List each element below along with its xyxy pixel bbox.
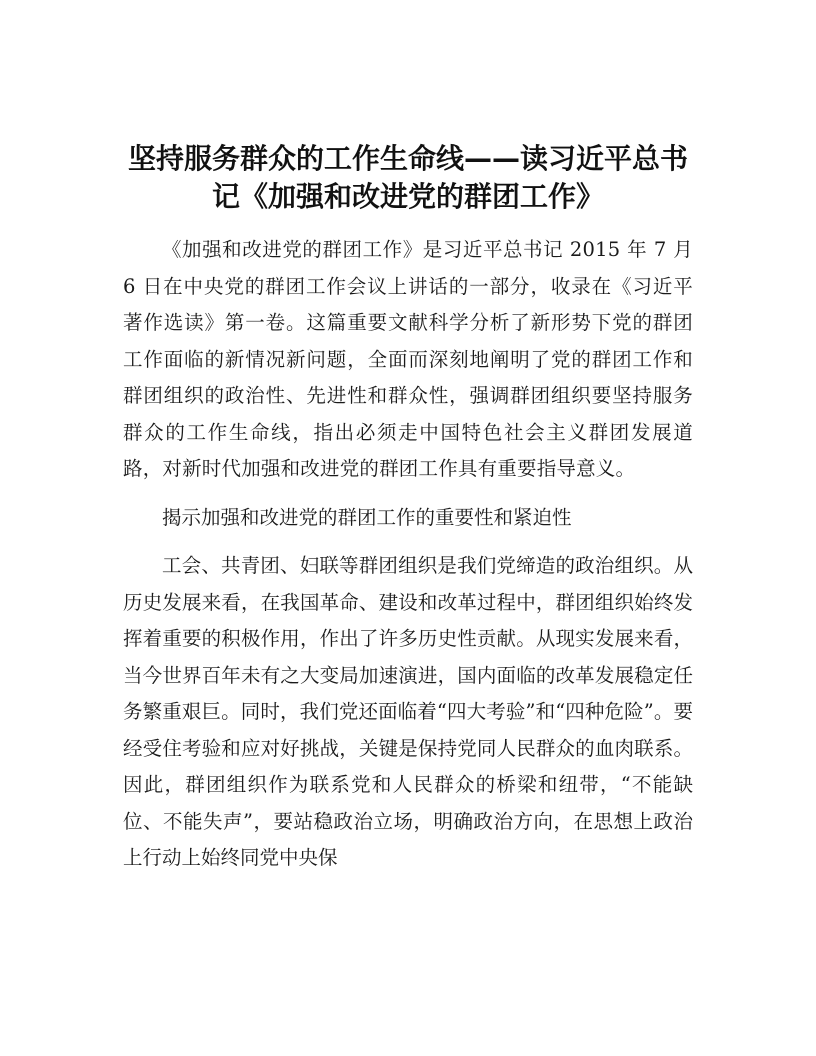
section-heading: 揭示加强和改进党的群团工作的重要性和紧迫性	[162, 505, 572, 529]
document-title	[100, 140, 716, 216]
intro-paragraph: 《加强和改进党的群团工作》是习近平总书记 2015 年 7 月 6 日在中央党的群团工作会议上讲话的一部分，收录在《习近平著作选读》第一卷。这篇重要文献科学分析了新形势下党的群团工作面临的新情况新问题，全面而深刻地阐明了党的群团工作和群团组织的政治性、先进性和群众性，强调群团组织要坚持服务群众的工作生命线，指出必须走中国特色社会主义群团发展道路，对新时代加强和改进党的群团工作具有重要指导意义。	[123, 238, 693, 480]
document-body	[123, 232, 693, 877]
title-line-2: 记《加强和改进党的群团工作》	[211, 180, 604, 213]
body-paragraph: 工会、共青团、妇联等群团组织是我们党缔造的政治组织。从历史发展来看，在我国革命、建设和改革过程中，群团组织始终发挥着重要的积极作用，作出了许多历史性贡献。从现实发展来看，当今世界百年未有之大变局加速演进，国内面临的改革发展稳定任务繁重艰巨。同时，我们党还面临着“四大考验”和“四种危险”。要经受住考验和应对好挑战，关键是保持党同人民群众的血肉联系。因此，群团组织作为联系党和人民群众的桥梁和纽带，“不能缺位、不能失声”，要站稳政治立场，明确政治方向，在思想上政治上行动上始终同党中央保	[123, 554, 693, 869]
title-line-1: 坚持服务群众的工作生命线——读习近平总书	[127, 142, 688, 175]
